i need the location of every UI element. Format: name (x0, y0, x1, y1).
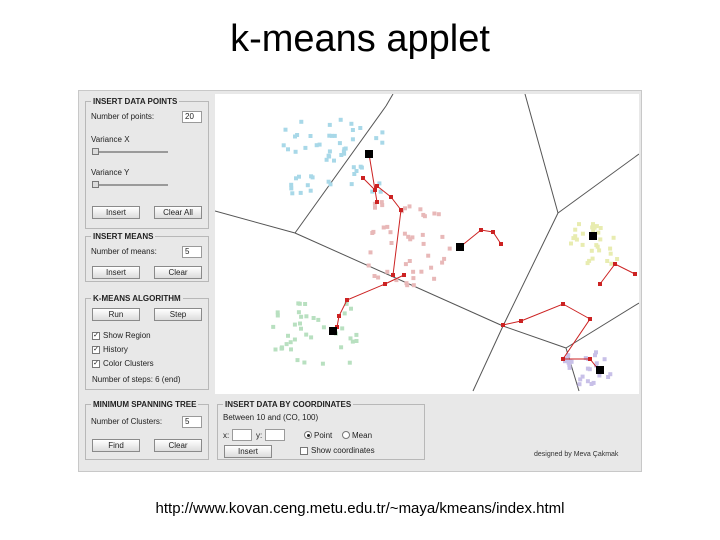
data-point (586, 367, 590, 371)
data-point (330, 134, 334, 138)
data-point (286, 147, 290, 151)
data-point (312, 316, 316, 320)
data-point (328, 123, 332, 127)
data-point (276, 314, 280, 318)
data-point (376, 276, 380, 280)
data-point (405, 283, 409, 287)
data-point (280, 345, 284, 349)
data-point (422, 242, 426, 246)
data-point (408, 237, 412, 241)
data-point (352, 165, 356, 169)
data-point (603, 357, 607, 361)
data-point (408, 204, 412, 208)
data-point (298, 302, 302, 306)
data-point (403, 232, 407, 236)
kmeans-canvas[interactable] (215, 94, 639, 394)
history-mean (479, 228, 483, 232)
data-point (385, 270, 389, 274)
canvas-background[interactable] (215, 94, 639, 394)
data-point (426, 254, 430, 258)
data-point (338, 141, 342, 145)
data-point (568, 366, 572, 370)
data-point (297, 310, 301, 314)
data-point (389, 230, 393, 234)
x-coordinate-input[interactable] (232, 429, 252, 441)
data-point (342, 152, 346, 156)
data-point (442, 257, 446, 261)
history-checkbox[interactable]: ✓ (93, 346, 99, 353)
data-point (380, 200, 384, 204)
data-point (309, 174, 313, 178)
data-point (569, 242, 573, 246)
insert-points-button[interactable]: Insert (92, 206, 140, 219)
designer-credit: designed by Meva Çakmak (534, 451, 619, 458)
data-point (322, 325, 326, 329)
insert-data-points-title: INSERT DATA POINTS (93, 97, 178, 106)
coordinate-range-label: Between 10 and (CO, 100) (223, 413, 319, 422)
data-point (298, 322, 302, 326)
data-point (411, 276, 415, 280)
data-point (302, 361, 306, 365)
data-point (373, 274, 377, 278)
data-point (284, 128, 288, 132)
data-point (380, 130, 384, 134)
data-point (282, 143, 286, 147)
variance-x-slider-thumb[interactable] (92, 148, 99, 155)
data-point (295, 133, 299, 137)
data-point (321, 362, 325, 366)
history-mean (561, 302, 565, 306)
data-point (380, 141, 384, 145)
show-region-checkbox[interactable]: ✓ (93, 332, 99, 339)
data-point (294, 176, 298, 180)
data-point (355, 339, 359, 343)
data-point (590, 382, 594, 386)
number-of-clusters-input[interactable]: 5 (182, 416, 202, 428)
data-point (370, 231, 374, 235)
data-point (586, 379, 590, 383)
data-point (294, 150, 298, 154)
color-clusters-label: Color Clusters (103, 359, 154, 368)
point-radio-label: Point (314, 431, 333, 440)
data-point (586, 261, 590, 265)
data-point (290, 191, 294, 195)
data-point (608, 247, 612, 251)
data-point (440, 235, 444, 239)
data-point (271, 325, 275, 329)
data-point (419, 270, 423, 274)
data-point (327, 154, 331, 158)
data-point (408, 259, 412, 263)
color-clusters-checkbox[interactable]: ✓ (93, 360, 99, 367)
data-point (609, 262, 613, 266)
final-mean (329, 327, 337, 335)
data-point (304, 333, 308, 337)
data-point (440, 261, 444, 265)
history-label: History (103, 345, 128, 354)
data-point (316, 318, 320, 322)
slide-title: k-means applet (230, 18, 490, 60)
data-point (369, 250, 373, 254)
history-mean (389, 195, 393, 199)
data-point (309, 189, 313, 193)
data-point (354, 333, 358, 337)
data-point (348, 361, 352, 365)
data-point (367, 264, 371, 268)
data-point (591, 257, 595, 261)
final-mean (365, 150, 373, 158)
data-point (296, 358, 300, 362)
data-point (573, 234, 577, 238)
history-mean (399, 208, 403, 212)
insert-data-points-panel (85, 97, 209, 229)
data-point (299, 191, 303, 195)
data-point (303, 302, 307, 306)
history-mean (501, 323, 505, 327)
data-point (359, 165, 363, 169)
data-point (286, 334, 290, 338)
data-point (594, 243, 598, 247)
minimum-spanning-tree-panel (85, 400, 209, 460)
data-point (289, 340, 293, 344)
step-button[interactable]: Step (154, 308, 202, 321)
variance-y-slider[interactable] (92, 184, 168, 186)
data-point (340, 326, 344, 330)
data-point (343, 311, 347, 315)
data-point (309, 134, 313, 138)
data-point (418, 207, 422, 211)
data-point (303, 146, 307, 150)
data-point (609, 252, 613, 256)
kmeans-algorithm-title: K-MEANS ALGORITHM (93, 294, 181, 303)
history-mean (519, 319, 523, 323)
data-point (581, 375, 585, 379)
kmeans-applet (78, 90, 642, 472)
data-point (351, 128, 355, 132)
history-mean (613, 262, 617, 266)
data-point (328, 149, 332, 153)
data-point (289, 183, 293, 187)
data-point (350, 182, 354, 186)
data-point (575, 238, 579, 242)
data-point (373, 206, 377, 210)
data-point (325, 158, 329, 162)
data-point (351, 340, 355, 344)
mean-radio-label: Mean (352, 431, 373, 440)
data-point (593, 226, 597, 230)
data-point (390, 241, 394, 245)
data-point (612, 236, 616, 240)
history-mean (373, 188, 377, 192)
clear-all-button[interactable]: Clear All (154, 206, 202, 219)
data-point (599, 226, 603, 230)
number-of-means-label: Number of means: (91, 247, 157, 256)
data-point (578, 382, 582, 386)
number-of-points-label: Number of points: (91, 112, 155, 121)
data-point (432, 212, 436, 216)
data-point (581, 243, 585, 247)
insert-by-coordinates-panel (217, 400, 425, 460)
data-point (329, 182, 333, 186)
data-point (598, 237, 602, 241)
variance-x-slider[interactable] (92, 151, 168, 153)
data-point (285, 342, 289, 346)
history-mean (561, 357, 565, 361)
data-point (404, 262, 408, 266)
clear-means-button[interactable]: Clear (154, 266, 202, 279)
history-mean (375, 184, 379, 188)
data-point (429, 266, 433, 270)
data-point (274, 348, 278, 352)
history-mean (345, 298, 349, 302)
history-mean (588, 317, 592, 321)
final-mean (456, 243, 464, 251)
data-point (299, 315, 303, 319)
minimum-spanning-tree-title: MINIMUM SPANNING TREE (93, 400, 197, 409)
insert-coordinate-button[interactable]: Insert (224, 445, 272, 458)
data-point (374, 136, 378, 140)
data-point (597, 374, 601, 378)
data-point (358, 126, 362, 130)
data-point (349, 122, 353, 126)
data-point (351, 137, 355, 141)
history-mean (402, 273, 406, 277)
history-mean (633, 272, 637, 276)
data-point (448, 247, 452, 251)
show-region-label: Show Region (103, 331, 151, 340)
data-point (306, 183, 310, 187)
data-point (593, 353, 597, 357)
data-point (590, 249, 594, 253)
data-point (309, 335, 313, 339)
number-of-points-input[interactable]: 20 (182, 111, 202, 123)
data-point (289, 347, 293, 351)
history-mean (499, 242, 503, 246)
y-coordinate-label: y: (256, 431, 263, 440)
data-point (421, 233, 425, 237)
insert-by-coordinates-title: INSERT DATA BY COORDINATES (225, 400, 352, 409)
data-point (293, 323, 297, 327)
run-button[interactable]: Run (92, 308, 140, 321)
data-point (315, 143, 319, 147)
variance-y-label: Variance Y (91, 168, 130, 177)
number-of-means-input[interactable]: 5 (182, 246, 202, 258)
show-coordinates-checkbox[interactable] (300, 447, 308, 455)
insert-means-panel (85, 232, 209, 282)
data-point (615, 257, 619, 261)
history-mean (391, 273, 395, 277)
data-point (289, 186, 293, 190)
variance-x-label: Variance X (91, 135, 130, 144)
data-point (577, 222, 581, 226)
data-point (339, 118, 343, 122)
history-mean (598, 282, 602, 286)
data-point (403, 206, 407, 210)
data-point (299, 120, 303, 124)
data-point (605, 259, 609, 263)
data-point (304, 314, 308, 318)
data-point (293, 338, 297, 342)
history-mean (361, 176, 365, 180)
insert-means-title: INSERT MEANS (93, 232, 154, 241)
data-point (299, 327, 303, 331)
y-coordinate-input[interactable] (265, 429, 285, 441)
insert-means-button[interactable]: Insert (92, 266, 140, 279)
data-point (385, 225, 389, 229)
data-point (597, 248, 601, 252)
data-point (339, 345, 343, 349)
number-of-clusters-label: Number of Clusters: (91, 417, 163, 426)
data-point (412, 283, 416, 287)
point-radio[interactable] (304, 431, 312, 439)
data-point (608, 372, 612, 376)
data-point (437, 212, 441, 216)
data-point (423, 214, 427, 218)
show-coordinates-label: Show coordinates (311, 446, 375, 455)
history-mean (491, 230, 495, 234)
clear-tree-button[interactable]: Clear (154, 439, 202, 452)
mean-radio[interactable] (342, 431, 350, 439)
data-point (573, 228, 577, 232)
data-point (355, 169, 359, 173)
data-point (432, 277, 436, 281)
history-mean (383, 282, 387, 286)
find-button[interactable]: Find (92, 439, 140, 452)
variance-y-slider-thumb[interactable] (92, 181, 99, 188)
data-point (382, 226, 386, 230)
x-coordinate-label: x: (223, 431, 230, 440)
data-point (349, 307, 353, 311)
history-mean (337, 314, 341, 318)
kmeans-algorithm-panel (85, 294, 209, 390)
data-point (332, 159, 336, 163)
history-mean (588, 357, 592, 361)
history-mean (375, 200, 379, 204)
final-mean (589, 232, 597, 240)
source-url[interactable]: http://www.kovan.ceng.metu.edu.tr/~maya/kmeans/index.html (155, 500, 565, 517)
number-of-steps-readout: Number of steps: 6 (end) (92, 375, 181, 384)
data-point (411, 270, 415, 274)
data-point (581, 232, 585, 236)
final-mean (596, 366, 604, 374)
data-point (591, 222, 595, 226)
